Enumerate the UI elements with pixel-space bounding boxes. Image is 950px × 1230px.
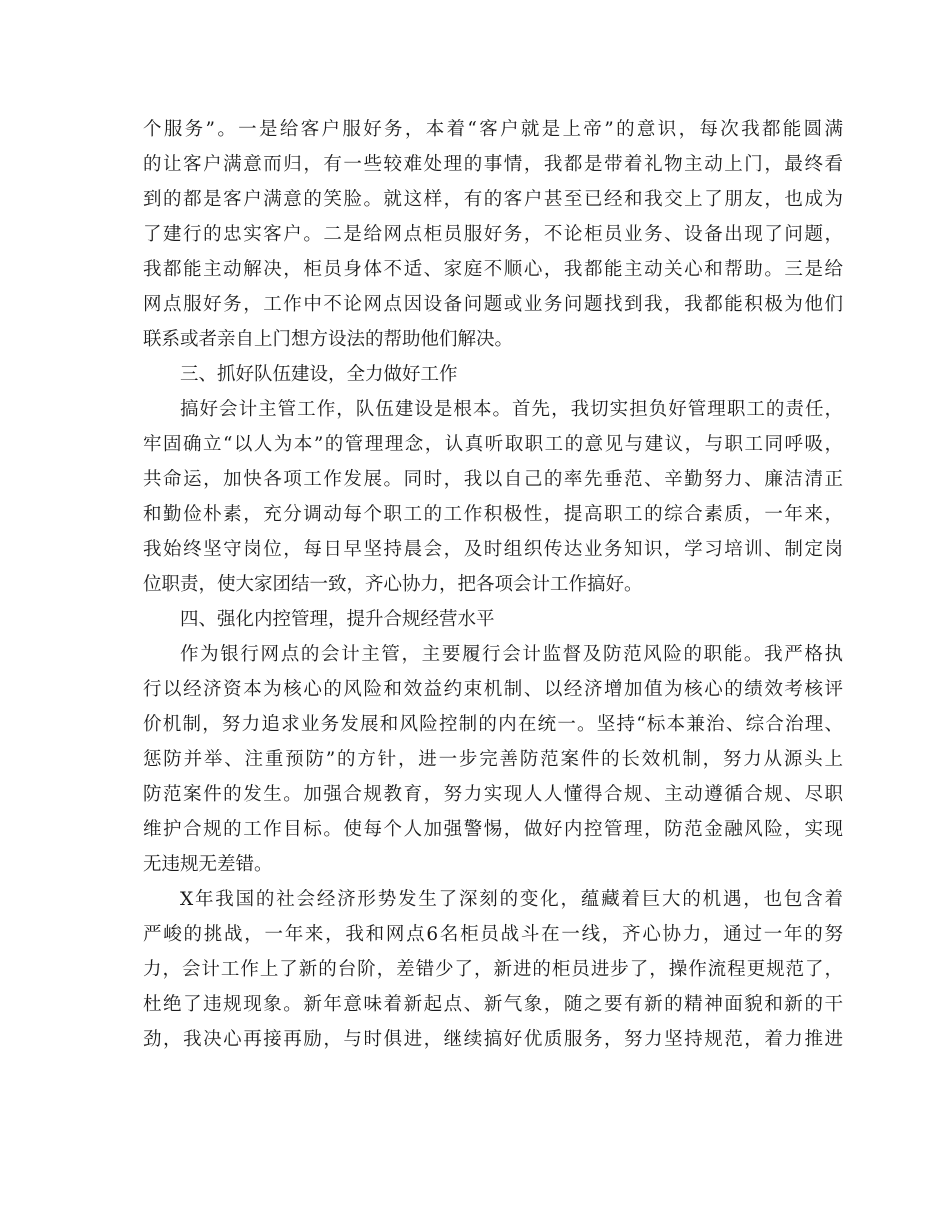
section-heading: 三、抓好队伍建设，全力做好工作	[180, 364, 458, 385]
text-line: 杜绝了违规现象。新年意味着新起点、新气象，随之要有新的精神面貌和新的干	[143, 994, 843, 1015]
text-line: 共命运，加快各项工作发展。同时，我以自己的率先垂范、辛勤努力、廉洁清正	[143, 469, 843, 490]
text-line: 价机制，努力追求业务发展和风险控制的内在统一。坚持“标本兼治、综合治理、	[143, 714, 843, 735]
text-line: 严峻的挑战，一年来，我和网点6名柜员战斗在一线，齐心协力，通过一年的努	[143, 924, 843, 945]
text-line: 联系或者亲自上门想方设法的帮助他们解决。	[143, 329, 514, 350]
section-heading: 四、强化内控管理，提升合规经营水平	[180, 609, 495, 630]
text-line: 到的都是客户满意的笑脸。就这样，有的客户甚至已经和我交上了朋友，也成为	[143, 189, 843, 210]
text-line: 的让客户满意而归，有一些较难处理的事情，我都是带着礼物主动上门，最终看	[143, 154, 843, 175]
text-line: 了建行的忠实客户。二是给网点柜员服好务，不论柜员业务、设备出现了问题，	[143, 224, 843, 245]
text-line: 惩防并举、注重预防”的方针，进一步完善防范案件的长效机制，努力从源头上	[143, 749, 843, 770]
text-line: 力，会计工作上了新的台阶，差错少了，新进的柜员进步了，操作流程更规范了，	[143, 959, 843, 980]
text-line: 作为银行网点的会计主管，主要履行会计监督及防范风险的职能。我严格执	[180, 644, 843, 665]
text-line: 牢固确立“以人为本”的管理理念，认真听取职工的意见与建议，与职工同呼吸，	[143, 434, 843, 455]
text-line: 位职责，使大家团结一致，齐心协力，把各项会计工作搞好。	[143, 574, 643, 595]
text-line: X年我国的社会经济形势发生了深刻的变化，蕴藏着巨大的机遇，也包含着	[180, 889, 843, 910]
text-line: 网点服好务，工作中不论网点因设备问题或业务问题找到我，我都能积极为他们	[143, 294, 843, 315]
text-line: 个服务”。一是给客户服好务，本着“客户就是上帝”的意识，每次我都能圆满	[143, 119, 843, 140]
text-line: 我都能主动解决，柜员身体不适、家庭不顺心，我都能主动关心和帮助。三是给	[143, 259, 843, 280]
text-line: 无违规无差错。	[143, 854, 273, 875]
text-line: 维护合规的工作目标。使每个人加强警惕，做好内控管理，防范金融风险，实现	[143, 819, 843, 840]
text-line: 行以经济资本为核心的风险和效益约束机制、以经济增加值为核心的绩效考核评	[143, 679, 843, 700]
text-line: 搞好会计主管工作，队伍建设是根本。首先，我切实担负好管理职工的责任，	[180, 399, 843, 420]
document-body	[143, 112, 843, 1057]
text-line: 我始终坚守岗位，每日早坚持晨会，及时组织传达业务知识，学习培训、制定岗	[143, 539, 843, 560]
text-line: 防范案件的发生。加强合规教育，努力实现人人懂得合规、主动遵循合规、尽职	[143, 784, 843, 805]
text-line: 和勤俭朴素，充分调动每个职工的工作积极性，提高职工的综合素质，一年来，	[143, 504, 843, 525]
text-line: 劲，我决心再接再励，与时俱进，继续搞好优质服务，努力坚持规范，着力推进	[143, 1029, 843, 1050]
